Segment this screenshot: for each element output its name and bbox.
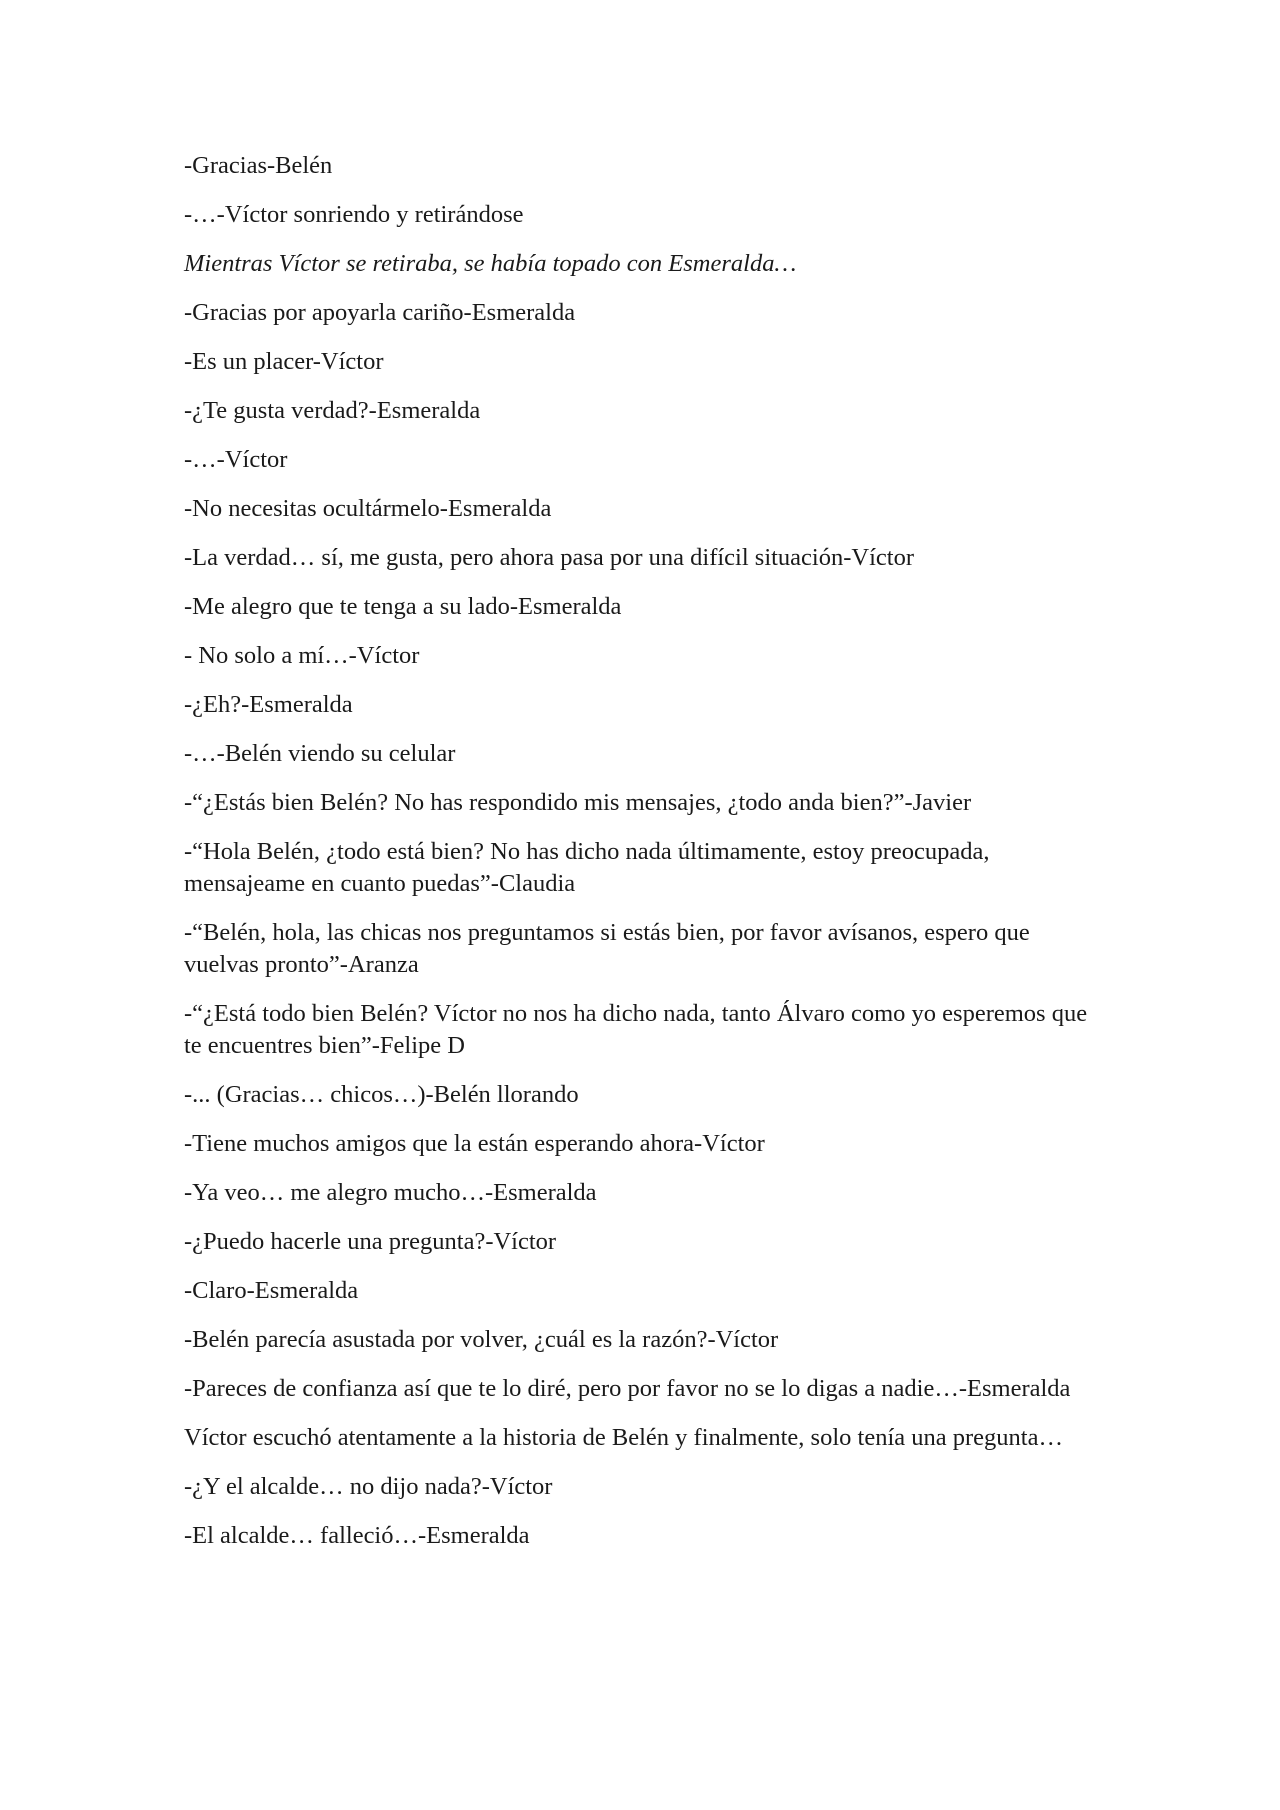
paragraph: -“¿Está todo bien Belén? Víctor no nos ha dicho nada, tanto Álvaro como yo esperemos que te encuentres bien”-Felipe D: [184, 1000, 1088, 1059]
paragraph: -Es un placer-Víctor: [184, 348, 384, 375]
paragraph: -“Hola Belén, ¿todo está bien? No has dicho nada últimamente, estoy preocupada, mensajeame en cuanto puedas”-Claudia: [184, 838, 990, 897]
paragraph: -¿Puedo hacerle una pregunta?-Víctor: [184, 1228, 557, 1255]
paragraph: -“¿Estás bien Belén? No has respondido mis mensajes, ¿todo anda bien?”-Javier: [184, 789, 972, 816]
paragraph: -…-Víctor: [184, 446, 288, 473]
paragraph: -¿Te gusta verdad?-Esmeralda: [184, 397, 481, 424]
paragraph: -Tiene muchos amigos que la están esperando ahora-Víctor: [184, 1130, 765, 1157]
paragraph: -¿Y el alcalde… no dijo nada?-Víctor: [184, 1473, 553, 1500]
paragraph: -Gracias por apoyarla cariño-Esmeralda: [184, 299, 576, 326]
paragraph: -Belén parecía asustada por volver, ¿cuál es la razón?-Víctor: [184, 1326, 779, 1353]
paragraph: -No necesitas ocultármelo-Esmeralda: [184, 495, 552, 522]
paragraph: -Me alegro que te tenga a su lado-Esmeralda: [184, 593, 622, 620]
paragraph: -La verdad… sí, me gusta, pero ahora pasa por una difícil situación-Víctor: [184, 544, 914, 571]
narration-paragraph: Mientras Víctor se retiraba, se había topado con Esmeralda…: [184, 250, 797, 277]
paragraph: -…-Belén viendo su celular: [184, 740, 456, 767]
paragraph: -El alcalde… falleció…-Esmeralda: [184, 1522, 530, 1549]
paragraph: -... (Gracias… chicos…)-Belén llorando: [184, 1081, 579, 1108]
paragraph: -“Belén, hola, las chicas nos preguntamos si estás bien, por favor avísanos, espero que vuelvas pronto”-Aranza: [184, 919, 1030, 978]
paragraph: -Pareces de confianza así que te lo diré, pero por favor no se lo digas a nadie…-Esmeralda: [184, 1375, 1071, 1402]
paragraph: -¿Eh?-Esmeralda: [184, 691, 353, 718]
paragraph: - No solo a mí…-Víctor: [184, 642, 420, 669]
document-body: [184, 150, 1104, 1569]
paragraph: -Claro-Esmeralda: [184, 1277, 359, 1304]
paragraph: -…-Víctor sonriendo y retirándose: [184, 201, 524, 228]
paragraph: Víctor escuchó atentamente a la historia de Belén y finalmente, solo tenía una pregunta…: [184, 1424, 1063, 1451]
paragraph: -Ya veo… me alegro mucho…-Esmeralda: [184, 1179, 597, 1206]
paragraph: -Gracias-Belén: [184, 152, 333, 179]
